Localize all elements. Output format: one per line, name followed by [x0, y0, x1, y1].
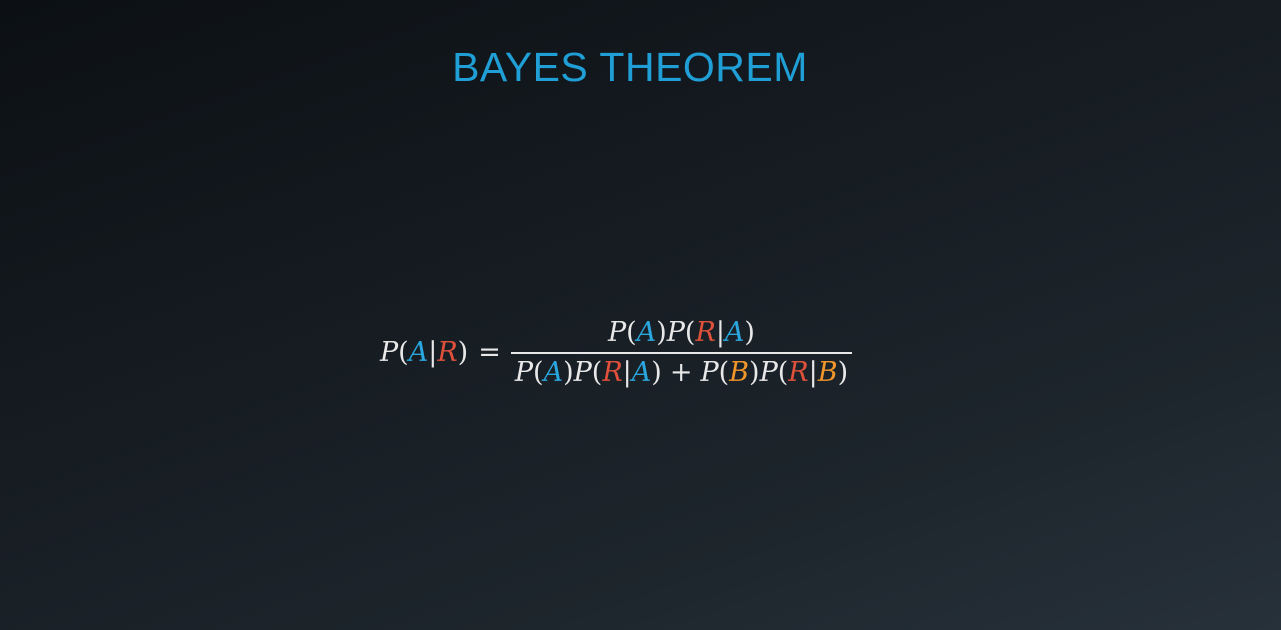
prob-symbol: P — [607, 317, 627, 348]
event-a: A — [724, 317, 745, 348]
given-bar: | — [428, 337, 438, 369]
event-a: A — [543, 356, 564, 388]
paren-close: ) — [749, 356, 760, 388]
prob-symbol: P — [514, 356, 534, 388]
event-b: B — [729, 356, 750, 388]
event-r: R — [695, 317, 716, 348]
paren-open: ( — [591, 356, 603, 388]
given-bar: | — [715, 317, 725, 348]
event-b: B — [817, 356, 838, 388]
denominator — [511, 356, 852, 390]
paren-open: ( — [684, 317, 696, 348]
given-bar: | — [808, 356, 818, 388]
plus-sign: + — [669, 356, 693, 388]
paren-open: ( — [777, 356, 789, 388]
equals-sign: = — [478, 337, 501, 369]
fraction-bar — [511, 352, 852, 354]
event-a: A — [408, 337, 429, 369]
paren-close: ) — [837, 356, 849, 388]
slide-title: BAYES THEOREM — [452, 44, 808, 90]
numerator — [604, 316, 759, 350]
paren-close: ) — [651, 356, 662, 388]
paren-open: ( — [626, 317, 637, 348]
fraction — [511, 316, 852, 390]
paren-close: ) — [457, 337, 469, 369]
bayes-formula — [380, 316, 852, 390]
paren-open: ( — [398, 337, 409, 369]
prob-symbol: P — [573, 356, 592, 388]
paren-close: ) — [563, 356, 574, 388]
paren-close: ) — [656, 317, 667, 348]
event-r: R — [788, 356, 809, 388]
formula-lhs — [380, 337, 468, 368]
prob-symbol: P — [759, 356, 778, 388]
event-a: A — [631, 356, 652, 388]
paren-open: ( — [718, 356, 730, 388]
event-a: A — [636, 317, 657, 348]
paren-open: ( — [533, 356, 544, 388]
given-bar: | — [622, 356, 632, 388]
prob-symbol: P — [700, 356, 719, 388]
event-r: R — [602, 356, 623, 388]
prob-symbol: P — [380, 337, 399, 369]
event-r: R — [437, 337, 458, 369]
prob-symbol: P — [666, 317, 685, 348]
paren-close: ) — [744, 317, 755, 348]
